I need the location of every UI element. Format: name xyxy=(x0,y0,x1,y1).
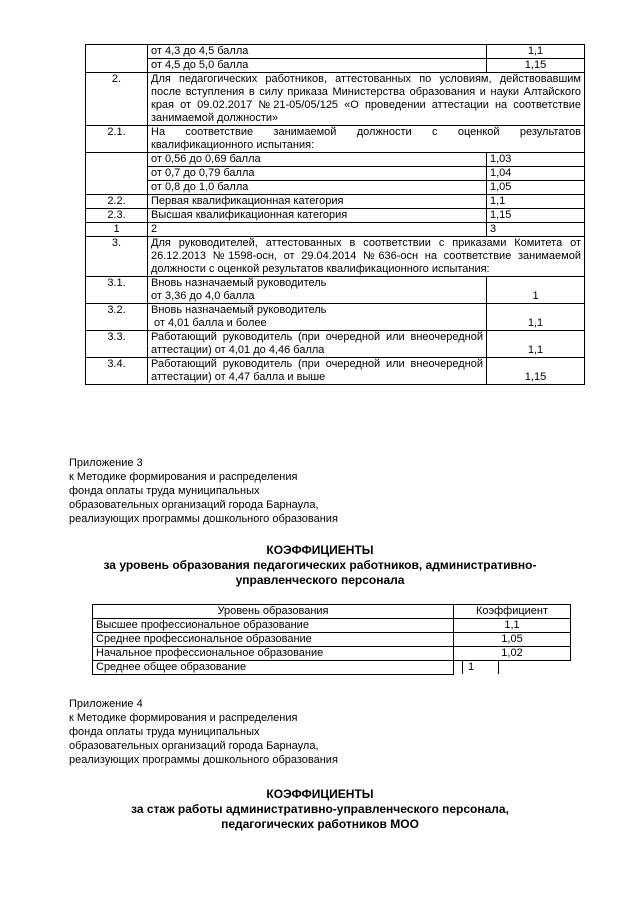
row-number: 3.3. xyxy=(86,331,148,358)
row-number: 2.2. xyxy=(86,195,148,209)
coefficients-table-continued xyxy=(85,44,585,385)
appendix-3-heading: КОЭФФИЦИЕНТЫ xyxy=(266,543,374,557)
coefficient: 1 xyxy=(462,661,499,674)
row-label: от 0,7 до 0,79 балла xyxy=(148,167,487,181)
table-row xyxy=(86,209,585,223)
row-value: 1,03 xyxy=(487,153,585,167)
row-label: от 0,56 до 0,69 балла xyxy=(148,153,487,167)
row-number: 2.3. xyxy=(86,209,148,223)
column-number: 3 xyxy=(487,223,585,237)
education-level: Высшее профессиональное образование xyxy=(93,619,454,633)
table-row xyxy=(86,358,585,385)
table-row xyxy=(86,331,585,358)
table-row xyxy=(86,153,585,167)
row-value: 1,04 xyxy=(487,167,585,181)
row-value: 1,1 xyxy=(487,195,585,209)
education-level: Начальное профессиональное образование xyxy=(93,647,454,661)
row-label xyxy=(148,304,487,331)
row-label: от 4,5 до 5,0 балла xyxy=(148,59,487,73)
appendix-line: образовательных организаций города Барнаула, xyxy=(69,499,319,511)
row-value: 1,15 xyxy=(487,209,585,223)
row-number: 3. xyxy=(86,237,148,277)
row-label-line: от 4,01 балла и более xyxy=(154,317,267,329)
appendix-line: к Методике формирования и распределения xyxy=(69,712,298,724)
appendix-3-subheading-cont: управленческого персонала xyxy=(235,573,405,587)
row-number: 2.1. xyxy=(86,126,148,153)
row-label-line: от 3,36 до 4,0 балла xyxy=(151,290,255,302)
table-row xyxy=(93,647,571,661)
column-number: 2 xyxy=(148,223,487,237)
appendix-4-subheading: за стаж работы административно-управленческого персонала, xyxy=(131,802,509,816)
appendix-line: Приложение 3 xyxy=(69,457,143,469)
column-number: 1 xyxy=(86,223,148,237)
column-numbers-row xyxy=(86,223,585,237)
row-number: 2. xyxy=(86,73,148,126)
appendix-line: Приложение 4 xyxy=(69,698,143,710)
row-value: 1,15 xyxy=(487,59,585,73)
table-row xyxy=(93,633,571,647)
appendix-4-subheading-cont: педагогических работников МОО xyxy=(221,817,419,831)
education-level: Среднее профессиональное образование xyxy=(93,633,454,647)
education-level-label: Среднее общее образование xyxy=(96,661,247,673)
header-coefficient: Коэффициент xyxy=(454,605,571,619)
appendix-line: фонда оплаты труда муниципальных xyxy=(69,726,260,738)
table-row xyxy=(86,45,585,59)
row-label: Высшая квалификационная категория xyxy=(148,209,487,223)
row-label: Первая квалификационная категория xyxy=(148,195,487,209)
row-label-line: Вновь назначаемый руководитель xyxy=(151,277,327,289)
row-text: Для руководителей, аттестованных в соответствии с приказами Комитета от 26.12.2013 №1598-осн, от 29.04.2014 №636-осн на соответствие занимаемой должности с оценкой результатов квалификационного испытания: xyxy=(148,237,585,277)
appendix-3-subheading: за уровень образования педагогических работников, административно- xyxy=(103,558,537,572)
row-value: 1,1 xyxy=(487,331,585,358)
appendix-line: к Методике формирования и распределения xyxy=(69,471,298,483)
row-number: 3.4. xyxy=(86,358,148,385)
row-label-line: Вновь назначаемый руководитель xyxy=(151,304,327,316)
table-row xyxy=(86,304,585,331)
appendix-line: реализующих программы дошкольного образования xyxy=(69,754,338,766)
table-row xyxy=(86,195,585,209)
table-row xyxy=(86,126,585,153)
table-row xyxy=(93,619,571,633)
appendix-4-heading: КОЭФФИЦИЕНТЫ xyxy=(266,787,374,801)
row-value: 1,1 xyxy=(487,304,585,331)
row-label: от 0,8 до 1,0 балла xyxy=(148,181,487,195)
coefficient: 1,05 xyxy=(454,633,571,647)
row-value: 1 xyxy=(487,277,585,304)
appendix-line: образовательных организаций города Барнаула, xyxy=(69,740,319,752)
table-row xyxy=(86,59,585,73)
row-value: 1,05 xyxy=(487,181,585,195)
table-row xyxy=(86,237,585,277)
row-value: 1,1 xyxy=(487,45,585,59)
education-level xyxy=(93,661,475,675)
row-number: 3.1. xyxy=(86,277,148,304)
appendix-line: фонда оплаты труда муниципальных xyxy=(69,485,260,497)
appendix-4-note xyxy=(69,697,338,767)
row-text: Работающий руководитель (при очередной или внеочередной аттестации) от 4,01 до 4,46 балла xyxy=(148,331,487,358)
table-header-row xyxy=(93,605,571,619)
appendix-3-note xyxy=(69,456,338,526)
row-number: 3.2. xyxy=(86,304,148,331)
table-row xyxy=(86,73,585,126)
appendix-line: реализующих программы дошкольного образования xyxy=(69,513,338,525)
coefficient: 1,1 xyxy=(454,619,571,633)
row-text: На соответствие занимаемой должности с оценкой результатов квалификационного испытания: xyxy=(148,126,585,153)
table-row xyxy=(86,167,585,181)
coefficient: 1,02 xyxy=(454,647,571,661)
row-value: 1,15 xyxy=(487,358,585,385)
header-education-level: Уровень образования xyxy=(93,605,454,619)
row-text: Для педагогических работников, аттестованных по условиям, действовавшим после вступления в силу приказа Министерства образования и науки Алтайского края от 09.02.2017 №21-05/05/125 «О проведении аттестации на соответствие занимаемой должности» xyxy=(148,73,585,126)
table-row xyxy=(93,661,571,675)
education-level-table xyxy=(92,604,571,675)
table-row xyxy=(86,181,585,195)
row-text: Работающий руководитель (при очередной или внеочередной аттестации) от 4,47 балла и выше xyxy=(148,358,487,385)
table-row xyxy=(86,277,585,304)
row-label: от 4,3 до 4,5 балла xyxy=(148,45,487,59)
row-label xyxy=(148,277,487,304)
